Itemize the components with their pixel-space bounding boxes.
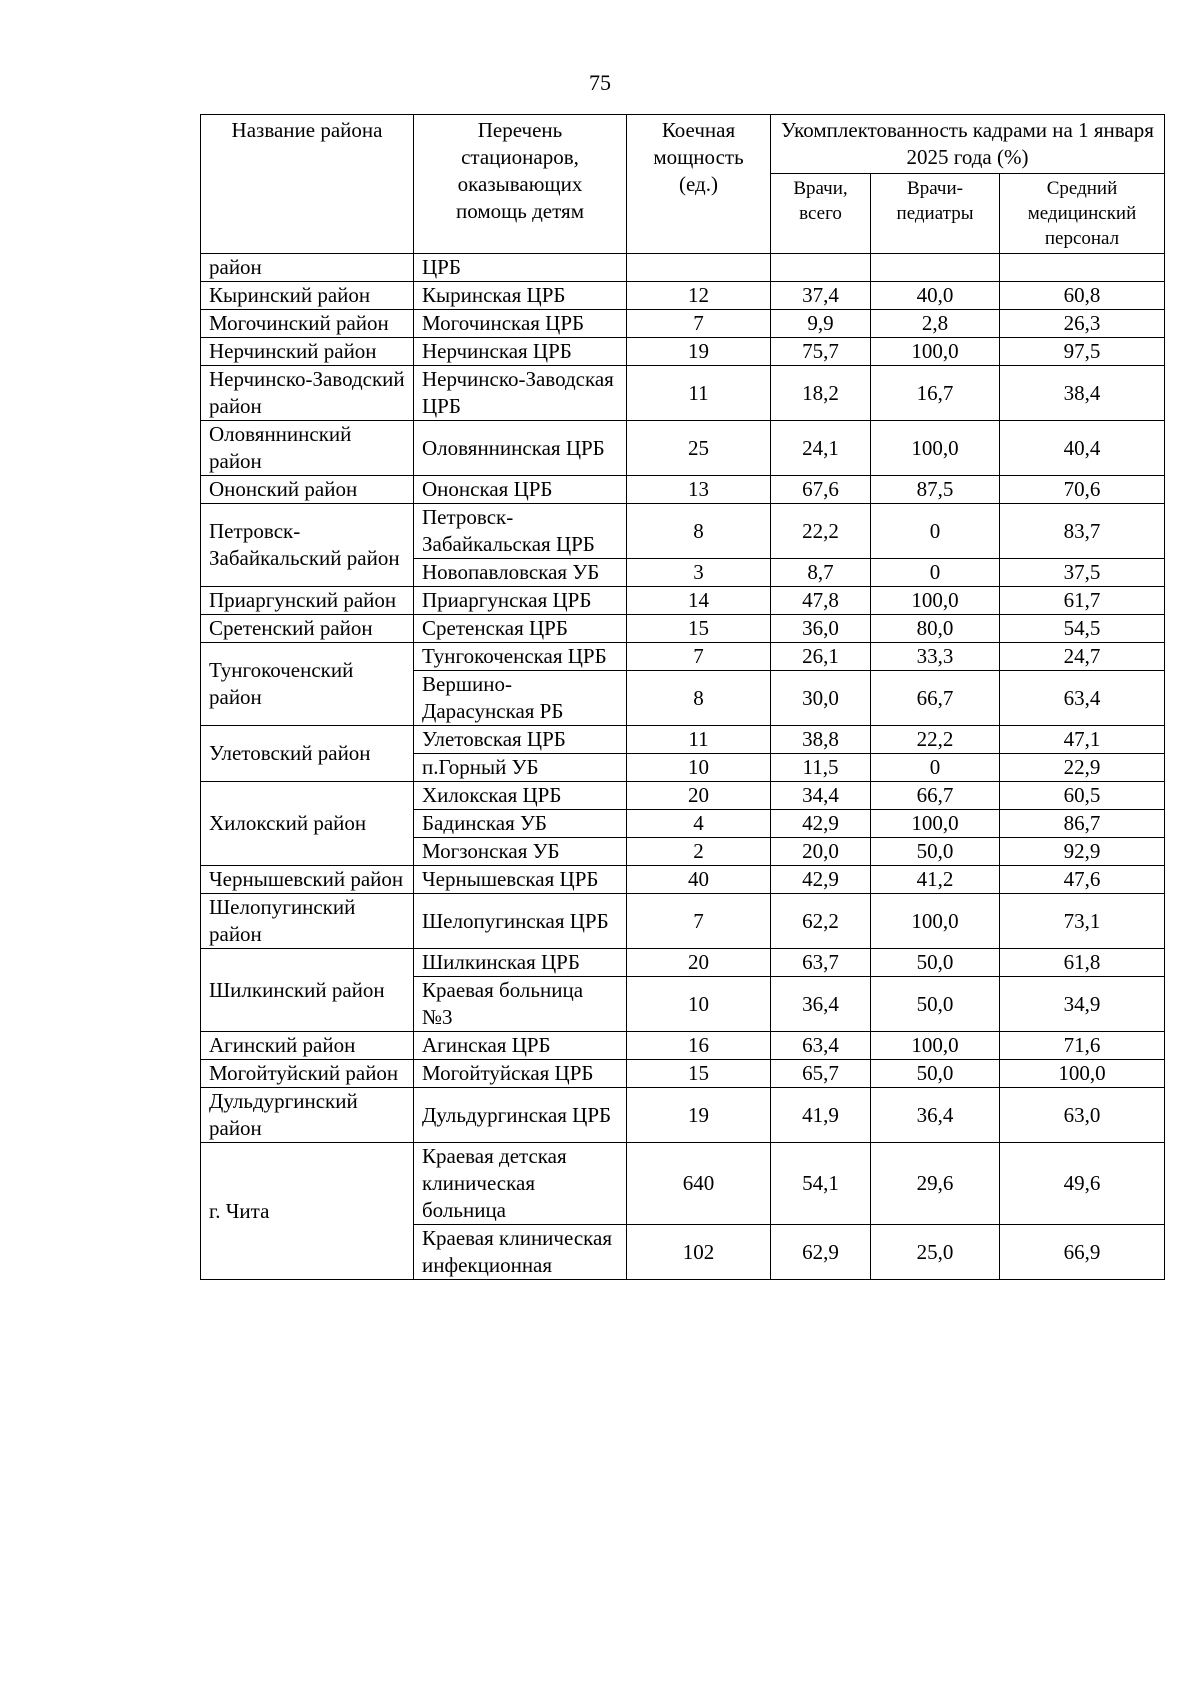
pediatricians-value: 100,0 (871, 587, 1000, 615)
doctors-total-value: 75,7 (771, 338, 871, 366)
nurses-value: 49,6 (1000, 1143, 1165, 1225)
doctors-total-value: 9,9 (771, 310, 871, 338)
pediatricians-value: 0 (871, 504, 1000, 559)
pediatricians-value: 40,0 (871, 282, 1000, 310)
bed-capacity (627, 254, 771, 282)
doctors-total-value (771, 254, 871, 282)
hospital-name: Хилокская ЦРБ (414, 782, 627, 810)
district-name: Улетовский район (201, 726, 414, 782)
district-name: Нерчинский район (201, 338, 414, 366)
doctors-total-value: 62,2 (771, 894, 871, 949)
pediatricians-value: 50,0 (871, 838, 1000, 866)
nurses-value: 54,5 (1000, 615, 1165, 643)
nurses-value: 73,1 (1000, 894, 1165, 949)
hospital-name: Вершино-Дарасунская РБ (414, 671, 627, 726)
bed-capacity: 20 (627, 782, 771, 810)
nurses-value: 60,5 (1000, 782, 1165, 810)
table-row (201, 866, 1165, 894)
pediatricians-value: 100,0 (871, 894, 1000, 949)
hospital-name: Приаргунская ЦРБ (414, 587, 627, 615)
table-row (201, 615, 1165, 643)
district-name: Дульдургинский район (201, 1088, 414, 1143)
nurses-value: 47,1 (1000, 726, 1165, 754)
page-number: 75 (589, 70, 611, 95)
hospital-name: Сретенская ЦРБ (414, 615, 627, 643)
district-name: Агинский район (201, 1032, 414, 1060)
table-row (201, 726, 1165, 754)
table-row (201, 282, 1165, 310)
pediatricians-value: 0 (871, 559, 1000, 587)
table-row (201, 1143, 1165, 1225)
doctors-total-value: 37,4 (771, 282, 871, 310)
nurses-value: 24,7 (1000, 643, 1165, 671)
table-row (201, 949, 1165, 977)
table-row (201, 894, 1165, 949)
nurses-value (1000, 254, 1165, 282)
district-name: Шелопугинский район (201, 894, 414, 949)
hospital-name: Агинская ЦРБ (414, 1032, 627, 1060)
bed-capacity: 11 (627, 726, 771, 754)
bed-capacity: 12 (627, 282, 771, 310)
nurses-value: 61,8 (1000, 949, 1165, 977)
pediatricians-value (871, 254, 1000, 282)
hospital-name: Ононская ЦРБ (414, 476, 627, 504)
doctors-total-value: 47,8 (771, 587, 871, 615)
pediatricians-value: 0 (871, 754, 1000, 782)
bed-capacity: 40 (627, 866, 771, 894)
nurses-value: 22,9 (1000, 754, 1165, 782)
hospital-name: Оловяннинская ЦРБ (414, 421, 627, 476)
pediatricians-value: 66,7 (871, 671, 1000, 726)
doctors-total-value: 22,2 (771, 504, 871, 559)
bed-capacity: 19 (627, 338, 771, 366)
hospital-name: Шилкинская ЦРБ (414, 949, 627, 977)
hospital-name: Новопавловская УБ (414, 559, 627, 587)
nurses-value: 63,4 (1000, 671, 1165, 726)
doctors-total-value: 67,6 (771, 476, 871, 504)
doctors-total-value: 30,0 (771, 671, 871, 726)
district-name: Ононский район (201, 476, 414, 504)
hospital-name: Чернышевская ЦРБ (414, 866, 627, 894)
pediatricians-value: 33,3 (871, 643, 1000, 671)
bed-capacity: 10 (627, 754, 771, 782)
nurses-value: 92,9 (1000, 838, 1165, 866)
hospital-name: Краевая детская клиническая больница (414, 1143, 627, 1225)
doctors-total-value: 38,8 (771, 726, 871, 754)
nurses-value: 38,4 (1000, 366, 1165, 421)
district-name: Хилокский район (201, 782, 414, 866)
bed-capacity: 20 (627, 949, 771, 977)
bed-capacity: 7 (627, 894, 771, 949)
bed-capacity: 7 (627, 310, 771, 338)
table-body (201, 254, 1165, 1280)
bed-capacity: 11 (627, 366, 771, 421)
hospital-name: ЦРБ (414, 254, 627, 282)
nurses-value: 66,9 (1000, 1225, 1165, 1280)
doctors-total-value: 62,9 (771, 1225, 871, 1280)
bed-capacity: 14 (627, 587, 771, 615)
district-name: Петровск-Забайкальский район (201, 504, 414, 587)
pediatricians-value: 29,6 (871, 1143, 1000, 1225)
district-name: Тунгокоченский район (201, 643, 414, 726)
nurses-value: 70,6 (1000, 476, 1165, 504)
header-district: Название района (201, 115, 414, 254)
pediatricians-value: 66,7 (871, 782, 1000, 810)
pediatricians-value: 50,0 (871, 1060, 1000, 1088)
table-row (201, 310, 1165, 338)
doctors-total-value: 11,5 (771, 754, 871, 782)
nurses-value: 26,3 (1000, 310, 1165, 338)
table-row (201, 504, 1165, 559)
district-name: Чернышевский район (201, 866, 414, 894)
pediatricians-value: 100,0 (871, 338, 1000, 366)
doctors-total-value: 8,7 (771, 559, 871, 587)
nurses-value: 47,6 (1000, 866, 1165, 894)
table-row (201, 643, 1165, 671)
district-name: Шилкинский район (201, 949, 414, 1032)
doctors-total-value: 36,4 (771, 977, 871, 1032)
district-name: Оловяннинский район (201, 421, 414, 476)
bed-capacity: 640 (627, 1143, 771, 1225)
table-row (201, 587, 1165, 615)
doctors-total-value: 18,2 (771, 366, 871, 421)
hospital-name: Кыринская ЦРБ (414, 282, 627, 310)
pediatricians-value: 100,0 (871, 421, 1000, 476)
doctors-total-value: 34,4 (771, 782, 871, 810)
pediatricians-value: 25,0 (871, 1225, 1000, 1280)
header-beds: Коечная мощность (ед.) (627, 115, 771, 254)
staffing-table (200, 114, 1165, 1280)
nurses-value: 100,0 (1000, 1060, 1165, 1088)
doctors-total-value: 41,9 (771, 1088, 871, 1143)
district-name: г. Чита (201, 1143, 414, 1280)
table-row (201, 338, 1165, 366)
table-row (201, 1060, 1165, 1088)
district-name: Кыринский район (201, 282, 414, 310)
table-row (201, 1088, 1165, 1143)
table-row (201, 476, 1165, 504)
bed-capacity: 7 (627, 643, 771, 671)
hospital-name: Могзонская УБ (414, 838, 627, 866)
hospital-name: Краевая клиническая инфекционная (414, 1225, 627, 1280)
hospital-name: Могойтуйская ЦРБ (414, 1060, 627, 1088)
pediatricians-value: 50,0 (871, 949, 1000, 977)
table-row (201, 254, 1165, 282)
pediatricians-value: 50,0 (871, 977, 1000, 1032)
table-row (201, 1032, 1165, 1060)
pediatricians-value: 100,0 (871, 810, 1000, 838)
doctors-total-value: 65,7 (771, 1060, 871, 1088)
pediatricians-value: 2,8 (871, 310, 1000, 338)
pediatricians-value: 87,5 (871, 476, 1000, 504)
nurses-value: 63,0 (1000, 1088, 1165, 1143)
pediatricians-value: 80,0 (871, 615, 1000, 643)
hospital-name: Нерчинско-Заводская ЦРБ (414, 366, 627, 421)
hospital-name: Петровск-Забайкальская ЦРБ (414, 504, 627, 559)
table-row (201, 782, 1165, 810)
bed-capacity: 8 (627, 671, 771, 726)
hospital-name: Улетовская ЦРБ (414, 726, 627, 754)
bed-capacity: 13 (627, 476, 771, 504)
hospital-name: Краевая больница №3 (414, 977, 627, 1032)
nurses-value: 34,9 (1000, 977, 1165, 1032)
hospital-name: Нерчинская ЦРБ (414, 338, 627, 366)
bed-capacity: 25 (627, 421, 771, 476)
doctors-total-value: 24,1 (771, 421, 871, 476)
district-name: Приаргунский район (201, 587, 414, 615)
nurses-value: 97,5 (1000, 338, 1165, 366)
bed-capacity: 15 (627, 615, 771, 643)
table-row (201, 366, 1165, 421)
bed-capacity: 102 (627, 1225, 771, 1280)
header-nurses: Средний медицинский персонал (1000, 174, 1165, 254)
pediatricians-value: 36,4 (871, 1088, 1000, 1143)
bed-capacity: 16 (627, 1032, 771, 1060)
bed-capacity: 3 (627, 559, 771, 587)
hospital-name: Бадинская УБ (414, 810, 627, 838)
doctors-total-value: 63,4 (771, 1032, 871, 1060)
table-row (201, 421, 1165, 476)
header-staffing: Укомплектованность кадрами на 1 января 2025 года (%) (771, 115, 1165, 174)
bed-capacity: 10 (627, 977, 771, 1032)
doctors-total-value: 63,7 (771, 949, 871, 977)
nurses-value: 40,4 (1000, 421, 1165, 476)
hospital-name: Тунгокоченская ЦРБ (414, 643, 627, 671)
header-doctors-total: Врачи, всего (771, 174, 871, 254)
doctors-total-value: 36,0 (771, 615, 871, 643)
bed-capacity: 15 (627, 1060, 771, 1088)
bed-capacity: 4 (627, 810, 771, 838)
nurses-value: 83,7 (1000, 504, 1165, 559)
nurses-value: 71,6 (1000, 1032, 1165, 1060)
pediatricians-value: 22,2 (871, 726, 1000, 754)
doctors-total-value: 42,9 (771, 866, 871, 894)
doctors-total-value: 26,1 (771, 643, 871, 671)
district-name: Могочинский район (201, 310, 414, 338)
hospital-name: Могочинская ЦРБ (414, 310, 627, 338)
doctors-total-value: 42,9 (771, 810, 871, 838)
bed-capacity: 2 (627, 838, 771, 866)
nurses-value: 60,8 (1000, 282, 1165, 310)
district-name: район (201, 254, 414, 282)
doctors-total-value: 54,1 (771, 1143, 871, 1225)
hospital-name: Дульдургинская ЦРБ (414, 1088, 627, 1143)
pediatricians-value: 100,0 (871, 1032, 1000, 1060)
bed-capacity: 8 (627, 504, 771, 559)
hospital-name: п.Горный УБ (414, 754, 627, 782)
district-name: Сретенский район (201, 615, 414, 643)
bed-capacity: 19 (627, 1088, 771, 1143)
nurses-value: 61,7 (1000, 587, 1165, 615)
nurses-value: 37,5 (1000, 559, 1165, 587)
pediatricians-value: 16,7 (871, 366, 1000, 421)
header-pediatricians: Врачи-педиатры (871, 174, 1000, 254)
district-name: Могойтуйский район (201, 1060, 414, 1088)
header-hospitals: Перечень стационаров, оказывающих помощь детям (414, 115, 627, 254)
district-name: Нерчинско-Заводский район (201, 366, 414, 421)
pediatricians-value: 41,2 (871, 866, 1000, 894)
doctors-total-value: 20,0 (771, 838, 871, 866)
hospital-name: Шелопугинская ЦРБ (414, 894, 627, 949)
nurses-value: 86,7 (1000, 810, 1165, 838)
